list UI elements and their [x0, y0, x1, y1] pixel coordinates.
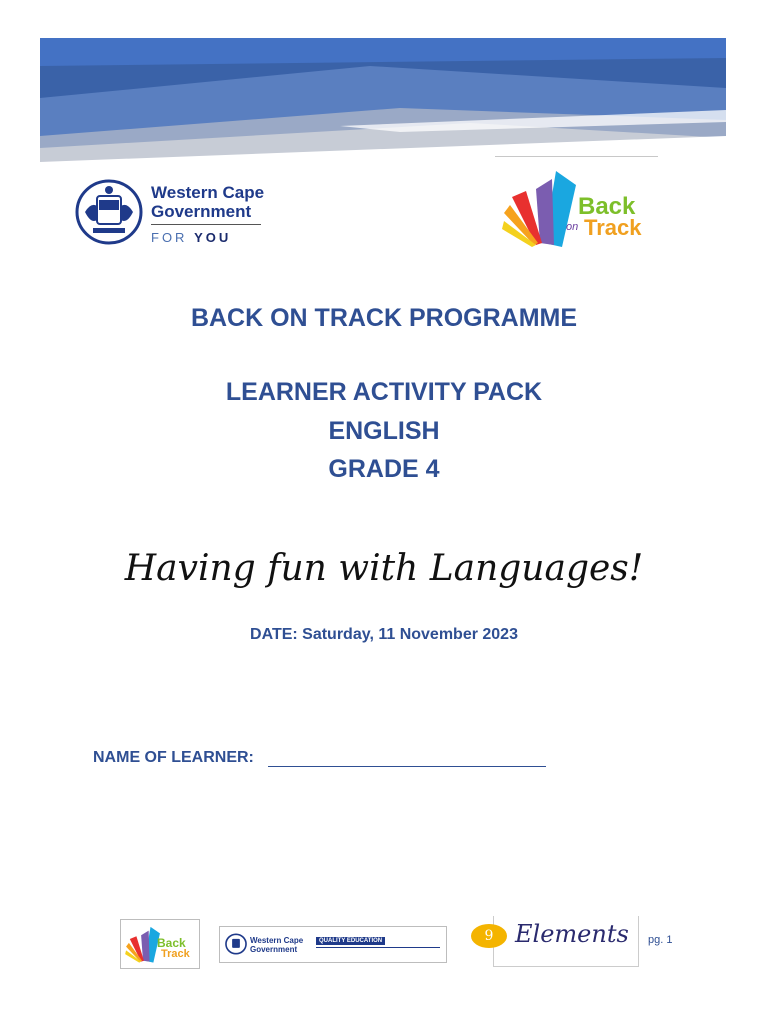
grade-title: GRADE 4	[328, 455, 440, 483]
wcg-name-line1: Western Cape	[151, 183, 265, 202]
name-of-learner-field[interactable]	[268, 766, 546, 767]
wcg-tagline-you: YOU	[194, 230, 232, 245]
quality-education-badge: QUALITY EDUCATION	[316, 937, 385, 945]
pack-title: LEARNER ACTIVITY PACK	[225, 378, 543, 406]
western-cape-government-logo	[75, 178, 285, 248]
wcg-tagline	[151, 230, 231, 245]
programme-title: BACK ON TRACK PROGRAMME	[190, 304, 578, 332]
footer-wcg-line2: Government	[250, 945, 298, 954]
back-on-track-back-text: Back	[578, 193, 636, 220]
footer-wcg-line1: Western Cape	[250, 936, 304, 945]
back-on-track-logo	[500, 165, 650, 250]
footer-track-text: Track	[161, 948, 190, 960]
back-on-track-on-text: on	[566, 221, 579, 233]
subject-title: ENGLISH	[328, 417, 440, 445]
footer-back-text: Back	[157, 936, 186, 950]
date-line: DATE: Saturday, 11 November 2023	[250, 626, 518, 643]
back-on-track-track-text: Track	[584, 215, 642, 240]
quality-education-rule	[316, 947, 440, 948]
name-of-learner-label: NAME OF LEARNER:	[93, 749, 254, 766]
wcg-name-line2: Government	[151, 202, 252, 221]
footer-back-on-track-logo	[120, 919, 200, 969]
footer-wcg-quality-education	[219, 926, 447, 963]
book-pages-icon	[500, 165, 580, 250]
elements-logo-text: Elements	[515, 920, 629, 948]
wcg-tagline-for: FOR	[151, 230, 188, 245]
header-banner	[40, 38, 726, 178]
coat-of-arms-icon	[75, 178, 143, 246]
page-number: pg. 1	[648, 934, 673, 946]
header-divider	[495, 156, 658, 157]
wcg-logo-rule	[151, 224, 261, 225]
tagline: Having fun with Languages!	[124, 548, 644, 589]
coat-of-arms-icon	[225, 933, 247, 955]
nine-elements-badge: 9	[471, 924, 507, 948]
